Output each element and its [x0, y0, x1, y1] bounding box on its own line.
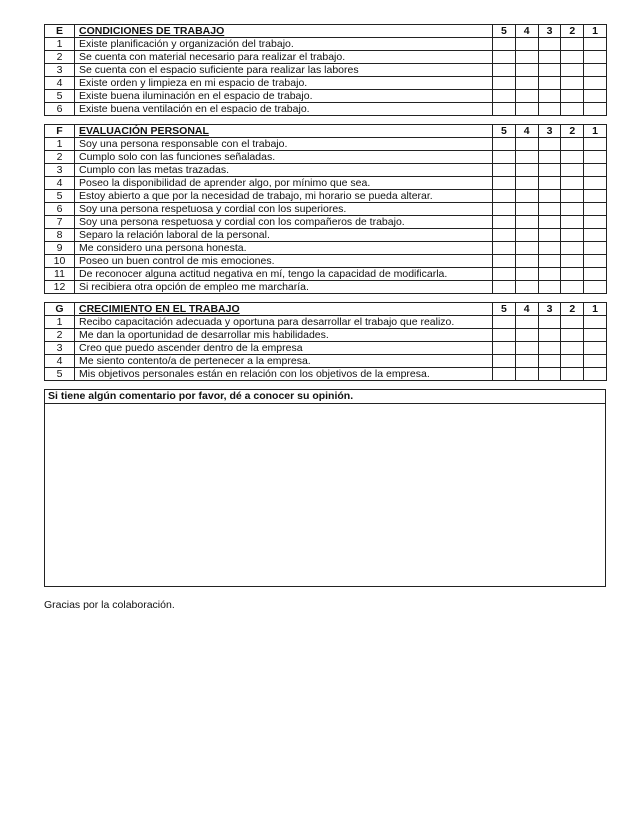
score-header: 1: [584, 303, 607, 316]
score-cell-3[interactable]: [538, 203, 561, 216]
section-letter: G: [45, 303, 75, 316]
score-cell-4[interactable]: [515, 329, 538, 342]
score-cell-4[interactable]: [515, 177, 538, 190]
score-cell-3[interactable]: [538, 51, 561, 64]
score-cell-2[interactable]: [561, 138, 584, 151]
section-table-g: [44, 302, 607, 381]
score-cell-3[interactable]: [538, 281, 561, 294]
item-statement: Cumplo con las metas trazadas.: [75, 164, 493, 177]
score-cell-2[interactable]: [561, 203, 584, 216]
item-statement: Estoy abierto a que por la necesidad de trabajo, mi horario se pueda alterar.: [75, 190, 493, 203]
table-row: [45, 255, 607, 268]
score-cell-2[interactable]: [561, 177, 584, 190]
table-row: [45, 342, 607, 355]
score-header: 5: [493, 25, 516, 38]
score-cell-2[interactable]: [561, 77, 584, 90]
item-number: 12: [45, 281, 75, 294]
score-cell-3[interactable]: [538, 38, 561, 51]
item-number: 5: [45, 90, 75, 103]
score-cell-4[interactable]: [515, 38, 538, 51]
score-cell-1[interactable]: [584, 242, 607, 255]
score-cell-3[interactable]: [538, 103, 561, 116]
table-row: [45, 355, 607, 368]
score-cell-4[interactable]: [515, 77, 538, 90]
score-cell-2[interactable]: [561, 190, 584, 203]
score-cell-4[interactable]: [515, 151, 538, 164]
section-title: EVALUACIÓN PERSONAL: [75, 125, 493, 138]
score-cell-4[interactable]: [515, 216, 538, 229]
item-number: 2: [45, 329, 75, 342]
closing-text: Gracias por la colaboración.: [44, 599, 175, 611]
item-statement: Soy una persona respetuosa y cordial con los superiores.: [75, 203, 493, 216]
section-title: CRECIMIENTO EN EL TRABAJO: [75, 303, 493, 316]
score-cell-2[interactable]: [561, 103, 584, 116]
item-statement: Cumplo solo con las funciones señaladas.: [75, 151, 493, 164]
score-cell-2[interactable]: [561, 164, 584, 177]
score-cell-3[interactable]: [538, 242, 561, 255]
table-row: [45, 164, 607, 177]
score-cell-5[interactable]: [493, 255, 516, 268]
score-cell-5[interactable]: [493, 329, 516, 342]
section-header-row: [45, 125, 607, 138]
score-cell-4[interactable]: [515, 164, 538, 177]
item-statement: Soy una persona responsable con el trabajo.: [75, 138, 493, 151]
item-number: 9: [45, 242, 75, 255]
score-cell-4[interactable]: [515, 64, 538, 77]
score-cell-3[interactable]: [538, 151, 561, 164]
section-header-row: [45, 303, 607, 316]
score-cell-5[interactable]: [493, 190, 516, 203]
score-cell-4[interactable]: [515, 103, 538, 116]
score-header: 1: [584, 25, 607, 38]
item-statement: Me dan la oportunidad de desarrollar mis habilidades.: [75, 329, 493, 342]
score-cell-4[interactable]: [515, 368, 538, 381]
score-cell-3[interactable]: [538, 316, 561, 329]
score-cell-2[interactable]: [561, 51, 584, 64]
score-cell-1[interactable]: [584, 90, 607, 103]
survey-sections: [44, 24, 606, 381]
comment-label: Si tiene algún comentario por favor, dé a conocer su opinión.: [48, 390, 354, 402]
score-cell-1[interactable]: [584, 216, 607, 229]
score-cell-1[interactable]: [584, 164, 607, 177]
score-cell-5[interactable]: [493, 51, 516, 64]
table-row: [45, 64, 607, 77]
score-header: 3: [538, 25, 561, 38]
section-table-f: [44, 124, 607, 294]
score-cell-2[interactable]: [561, 90, 584, 103]
item-number: 3: [45, 64, 75, 77]
score-cell-3[interactable]: [538, 190, 561, 203]
table-row: [45, 77, 607, 90]
score-cell-4[interactable]: [515, 51, 538, 64]
score-header: 4: [515, 303, 538, 316]
score-cell-1[interactable]: [584, 368, 607, 381]
score-cell-5[interactable]: [493, 316, 516, 329]
score-cell-3[interactable]: [538, 355, 561, 368]
table-row: [45, 103, 607, 116]
item-statement: Creo que puedo ascender dentro de la empresa: [75, 342, 493, 355]
item-number: 8: [45, 229, 75, 242]
score-cell-3[interactable]: [538, 77, 561, 90]
score-cell-5[interactable]: [493, 164, 516, 177]
score-cell-1[interactable]: [584, 316, 607, 329]
item-number: 10: [45, 255, 75, 268]
table-row: [45, 368, 607, 381]
score-cell-2[interactable]: [561, 268, 584, 281]
item-statement: Me considero una persona honesta.: [75, 242, 493, 255]
item-statement: Se cuenta con el espacio suficiente para realizar las labores: [75, 64, 493, 77]
table-row: [45, 190, 607, 203]
section-letter: F: [45, 125, 75, 138]
score-cell-2[interactable]: [561, 216, 584, 229]
score-cell-2[interactable]: [561, 342, 584, 355]
section-table-e: [44, 24, 607, 116]
item-statement: Separo la relación laboral de la personal.: [75, 229, 493, 242]
score-cell-5[interactable]: [493, 64, 516, 77]
score-cell-3[interactable]: [538, 255, 561, 268]
table-row: [45, 268, 607, 281]
score-cell-1[interactable]: [584, 355, 607, 368]
table-row: [45, 242, 607, 255]
section-letter: E: [45, 25, 75, 38]
score-cell-1[interactable]: [584, 151, 607, 164]
score-header: 4: [515, 25, 538, 38]
section-title: CONDICIONES DE TRABAJO: [75, 25, 493, 38]
table-row: [45, 281, 607, 294]
score-cell-2[interactable]: [561, 38, 584, 51]
item-number: 3: [45, 164, 75, 177]
score-cell-5[interactable]: [493, 103, 516, 116]
score-cell-4[interactable]: [515, 355, 538, 368]
score-cell-1[interactable]: [584, 281, 607, 294]
score-cell-3[interactable]: [538, 229, 561, 242]
survey-page: [44, 24, 606, 611]
score-cell-5[interactable]: [493, 77, 516, 90]
score-cell-2[interactable]: [561, 281, 584, 294]
table-row: [45, 203, 607, 216]
score-cell-1[interactable]: [584, 138, 607, 151]
score-cell-3[interactable]: [538, 216, 561, 229]
score-header: 5: [493, 125, 516, 138]
score-cell-2[interactable]: [561, 229, 584, 242]
item-statement: Si recibiera otra opción de empleo me marcharía.: [75, 281, 493, 294]
table-row: [45, 329, 607, 342]
score-cell-2[interactable]: [561, 355, 584, 368]
score-cell-3[interactable]: [538, 342, 561, 355]
score-header: 5: [493, 303, 516, 316]
item-statement: Poseo un buen control de mis emociones.: [75, 255, 493, 268]
score-cell-5[interactable]: [493, 242, 516, 255]
score-cell-1[interactable]: [584, 38, 607, 51]
score-cell-3[interactable]: [538, 90, 561, 103]
score-cell-1[interactable]: [584, 203, 607, 216]
item-number: 5: [45, 190, 75, 203]
score-cell-5[interactable]: [493, 229, 516, 242]
score-cell-1[interactable]: [584, 268, 607, 281]
score-cell-4[interactable]: [515, 90, 538, 103]
score-cell-2[interactable]: [561, 64, 584, 77]
score-header: 2: [561, 25, 584, 38]
score-cell-1[interactable]: [584, 229, 607, 242]
score-cell-5[interactable]: [493, 216, 516, 229]
score-cell-5[interactable]: [493, 268, 516, 281]
item-statement: Poseo la disponibilidad de aprender algo, por mínimo que sea.: [75, 177, 493, 190]
score-cell-1[interactable]: [584, 103, 607, 116]
score-cell-4[interactable]: [515, 190, 538, 203]
score-cell-5[interactable]: [493, 177, 516, 190]
item-number: 2: [45, 151, 75, 164]
comment-divider: [45, 403, 605, 404]
item-statement: Se cuenta con material necesario para realizar el trabajo.: [75, 51, 493, 64]
score-cell-4[interactable]: [515, 138, 538, 151]
item-number: 1: [45, 316, 75, 329]
score-cell-5[interactable]: [493, 138, 516, 151]
item-statement: Soy una persona respetuosa y cordial con los compañeros de trabajo.: [75, 216, 493, 229]
score-cell-4[interactable]: [515, 255, 538, 268]
score-cell-5[interactable]: [493, 355, 516, 368]
score-cell-2[interactable]: [561, 242, 584, 255]
score-cell-4[interactable]: [515, 203, 538, 216]
score-cell-3[interactable]: [538, 177, 561, 190]
score-cell-3[interactable]: [538, 64, 561, 77]
score-header: 3: [538, 125, 561, 138]
score-cell-4[interactable]: [515, 316, 538, 329]
score-cell-5[interactable]: [493, 342, 516, 355]
item-statement: Me siento contento/a de pertenecer a la empresa.: [75, 355, 493, 368]
score-cell-4[interactable]: [515, 281, 538, 294]
table-row: [45, 216, 607, 229]
section-header-row: [45, 25, 607, 38]
score-cell-3[interactable]: [538, 368, 561, 381]
item-statement: De reconocer alguna actitud negativa en mí, tengo la capacidad de modificarla.: [75, 268, 493, 281]
table-row: [45, 151, 607, 164]
score-cell-1[interactable]: [584, 77, 607, 90]
item-statement: Existe buena ventilación en el espacio de trabajo.: [75, 103, 493, 116]
item-statement: Recibo capacitación adecuada y oportuna para desarrollar el trabajo que realizo.: [75, 316, 493, 329]
table-row: [45, 51, 607, 64]
table-row: [45, 38, 607, 51]
item-number: 4: [45, 177, 75, 190]
comment-box[interactable]: [44, 389, 606, 587]
score-cell-4[interactable]: [515, 242, 538, 255]
score-cell-1[interactable]: [584, 255, 607, 268]
item-number: 4: [45, 77, 75, 90]
table-row: [45, 316, 607, 329]
item-number: 4: [45, 355, 75, 368]
score-cell-5[interactable]: [493, 151, 516, 164]
score-cell-1[interactable]: [584, 342, 607, 355]
score-header: 2: [561, 125, 584, 138]
score-cell-1[interactable]: [584, 177, 607, 190]
score-cell-2[interactable]: [561, 329, 584, 342]
score-cell-1[interactable]: [584, 329, 607, 342]
score-cell-1[interactable]: [584, 51, 607, 64]
table-row: [45, 138, 607, 151]
score-cell-5[interactable]: [493, 203, 516, 216]
score-cell-4[interactable]: [515, 268, 538, 281]
score-cell-1[interactable]: [584, 190, 607, 203]
score-header: 4: [515, 125, 538, 138]
item-number: 5: [45, 368, 75, 381]
score-header: 1: [584, 125, 607, 138]
item-number: 6: [45, 103, 75, 116]
score-cell-4[interactable]: [515, 342, 538, 355]
score-cell-5[interactable]: [493, 281, 516, 294]
score-header: 2: [561, 303, 584, 316]
item-number: 1: [45, 138, 75, 151]
score-cell-1[interactable]: [584, 64, 607, 77]
item-number: 1: [45, 38, 75, 51]
item-number: 6: [45, 203, 75, 216]
score-cell-5[interactable]: [493, 90, 516, 103]
item-statement: Existe buena iluminación en el espacio de trabajo.: [75, 90, 493, 103]
score-cell-2[interactable]: [561, 316, 584, 329]
item-statement: Mis objetivos personales están en relación con los objetivos de la empresa.: [75, 368, 493, 381]
score-cell-3[interactable]: [538, 164, 561, 177]
score-header: 3: [538, 303, 561, 316]
score-cell-3[interactable]: [538, 268, 561, 281]
score-cell-3[interactable]: [538, 329, 561, 342]
table-row: [45, 229, 607, 242]
item-number: 3: [45, 342, 75, 355]
score-cell-2[interactable]: [561, 255, 584, 268]
score-cell-2[interactable]: [561, 368, 584, 381]
item-number: 11: [45, 268, 75, 281]
item-number: 7: [45, 216, 75, 229]
score-cell-4[interactable]: [515, 229, 538, 242]
item-number: 2: [45, 51, 75, 64]
item-statement: Existe orden y limpieza en mi espacio de trabajo.: [75, 77, 493, 90]
table-row: [45, 177, 607, 190]
score-cell-5[interactable]: [493, 38, 516, 51]
score-cell-2[interactable]: [561, 151, 584, 164]
item-statement: Existe planificación y organización del trabajo.: [75, 38, 493, 51]
score-cell-5[interactable]: [493, 368, 516, 381]
score-cell-3[interactable]: [538, 138, 561, 151]
table-row: [45, 90, 607, 103]
